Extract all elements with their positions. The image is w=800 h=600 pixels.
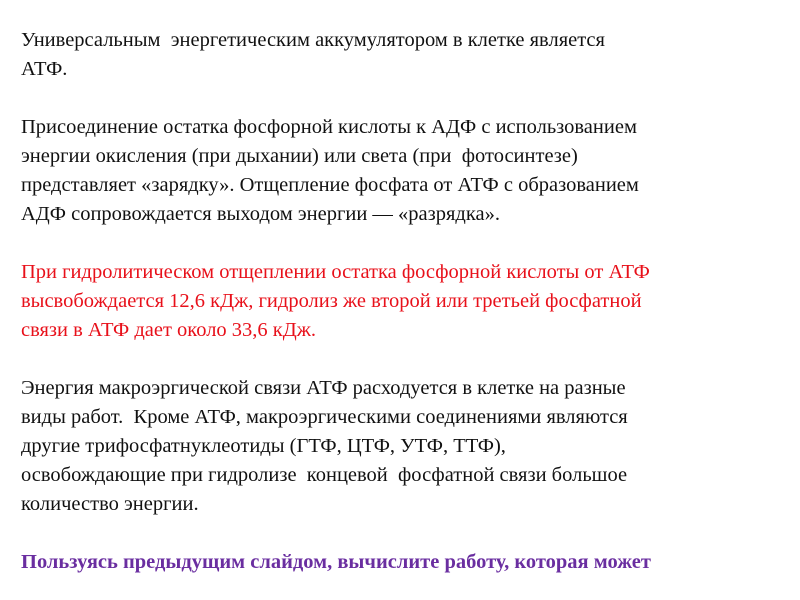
text-line: другие трифосфатнуклеотиды (ГТФ, ЦТФ, УТФ, ТТФ), — [21, 435, 506, 457]
paragraph-hydrolysis-energy — [21, 258, 791, 345]
paragraph-macroergic-bonds — [21, 374, 791, 519]
slide-text — [21, 26, 791, 600]
text-line: Присоединение остатка фосфорной кислоты к АДФ с использованием — [21, 116, 637, 138]
text-line: При гидролитическом отщеплении остатка фосфорной кислоты от АТФ — [21, 261, 650, 283]
text-line: связи в АТФ дает около 33,6 кДж. — [21, 319, 317, 341]
text-line: количество энергии. — [21, 493, 199, 515]
text-line: виды работ. Кроме АТФ, макроэргическими соединениями являются — [21, 406, 628, 428]
paragraph-task — [21, 548, 791, 577]
paragraph-atp-accumulator — [21, 26, 791, 84]
text-line: освобождающие при гидролизе концевой фосфатной связи большое — [21, 464, 628, 486]
text-line: Пользуясь предыдущим слайдом, вычислите работу, которая может — [21, 551, 651, 573]
text-line: АТФ. — [21, 58, 68, 80]
text-line: представляет «зарядку». Отщепление фосфата от АТФ с образованием — [21, 174, 639, 196]
text-line: высвобождается 12,6 кДж, гидролиз же второй или третьей фосфатной — [21, 290, 642, 312]
text-line: энергии окисления (при дыхании) или света (при фотосинтезе) — [21, 145, 578, 167]
text-line: Универсальным энергетическим аккумулятором в клетке является — [21, 29, 605, 51]
paragraph-charge-discharge — [21, 113, 791, 229]
text-line: Энергия макроэргической связи АТФ расходуется в клетке на разные — [21, 377, 626, 399]
text-line: АДФ сопровождается выходом энергии — «разрядка». — [21, 203, 500, 225]
